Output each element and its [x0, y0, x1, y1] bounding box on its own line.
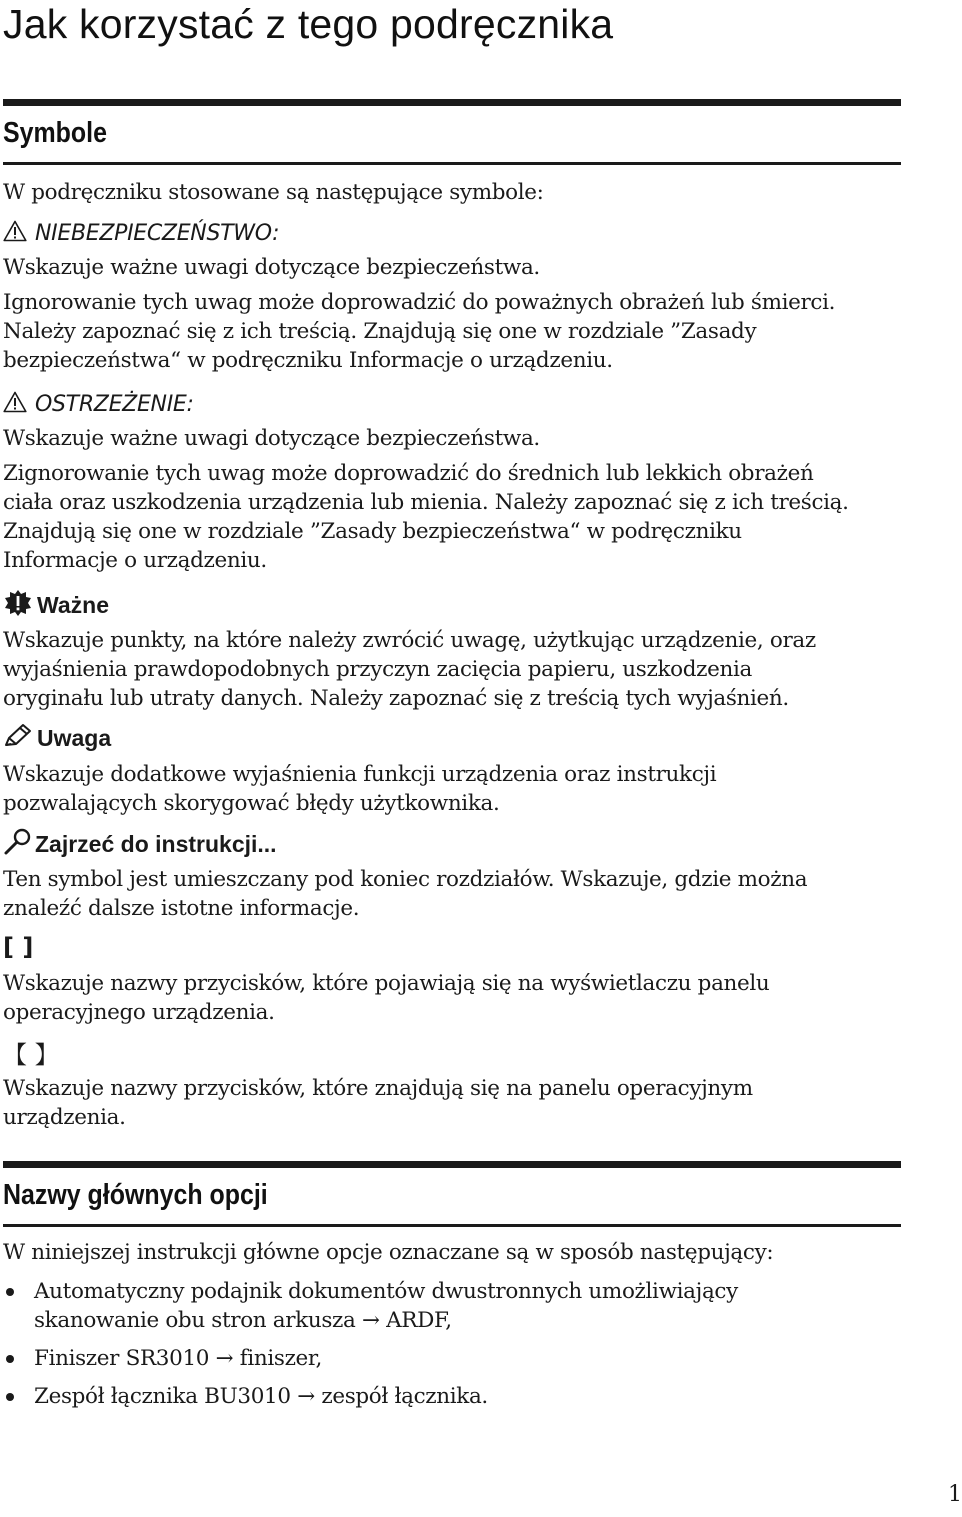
important-line: oryginału lub utraty danych. Należy zapoznać się z treścią tych wyjaśnień. — [3, 686, 789, 711]
lenticular-brackets-heading — [3, 1037, 59, 1067]
danger-line: Należy zapoznać się z ich treścią. Znajdują się one w rozdziale ”Zasady — [3, 319, 757, 344]
caution-line: Informacje o urządzeniu. — [3, 548, 267, 573]
options-intro: W niniejszej instrukcji główne opcje oznaczane są w sposób następujący: — [3, 1240, 774, 1265]
list-item-text — [34, 1344, 903, 1373]
danger-line: Ignorowanie tych uwag może doprowadzić do poważnych obrażeń lub śmierci. — [3, 290, 836, 315]
list-item-line: Automatyczny podajnik dokumentów dwustronnych umożliwiający — [34, 1279, 738, 1304]
list-item-text — [34, 1382, 903, 1411]
section-title-options: Nazwy głównych opcji — [3, 1179, 268, 1211]
important-line: Wskazuje punkty, na które należy zwrócić uwagę, użytkując urządzenie, oraz — [3, 628, 816, 653]
section-bottom-rule — [3, 1224, 901, 1227]
list-item-text — [34, 1277, 903, 1335]
page-title: Jak korzystać z tego podręcznika — [3, 1, 614, 47]
reference-label: Zajrzeć do instrukcji... — [35, 830, 277, 857]
square-brackets-heading — [3, 932, 33, 962]
note-label: Uwaga — [37, 724, 112, 751]
danger-line: Wskazuje ważne uwagi dotyczące bezpieczeństwa. — [3, 255, 540, 280]
magnifier-icon — [3, 828, 33, 860]
pencil-note-icon — [3, 723, 33, 753]
caution-line: ciała oraz uszkodzenia urządzenia lub mienia. Należy zapoznać się z ich treścią. — [3, 490, 849, 515]
caution-label: OSTRZEŻENIE: — [35, 391, 194, 417]
note-description — [3, 760, 903, 818]
bullet-icon — [6, 1288, 14, 1296]
square-brackets-line: operacyjnego urządzenia. — [3, 1000, 275, 1025]
section-top-rule — [3, 99, 901, 106]
warning-triangle-icon — [3, 391, 27, 417]
lenticular-brackets-line: urządzenia. — [3, 1105, 126, 1130]
section-top-rule — [3, 1161, 901, 1168]
symbols-intro: W podręczniku stosowane są następujące symbole: — [3, 180, 544, 205]
note-line: Wskazuje dodatkowe wyjaśnienia funkcji urządzenia oraz instrukcji — [3, 762, 717, 787]
list-item-line: Zespół łącznika BU3010 → zespół łącznika. — [34, 1384, 488, 1409]
caution-heading — [3, 389, 194, 419]
list-item-line: Finiszer SR3010 → finiszer, — [34, 1346, 322, 1371]
reference-description — [3, 865, 903, 923]
list-item — [3, 1344, 903, 1373]
danger-line: bezpieczeństwa“ w podręczniku Informacje o urządzeniu. — [3, 348, 613, 373]
square-brackets-description — [3, 969, 903, 1027]
lenticular-brackets-label: 【 】 — [3, 1040, 59, 1069]
important-line: wyjaśnienia prawdopodobnych przyczyn zacięcia papieru, uszkodzenia — [3, 657, 752, 682]
list-item — [3, 1382, 903, 1411]
section-title-symbols: Symbole — [3, 117, 107, 149]
important-label: Ważne — [37, 591, 109, 618]
note-heading — [3, 723, 111, 753]
note-line: pozwalających skorygować błędy użytkownika. — [3, 791, 500, 816]
danger-label: NIEBEZPIECZEŃSTWO: — [35, 220, 280, 246]
lenticular-brackets-line: Wskazuje nazwy przycisków, które znajdują się na panelu operacyjnym — [3, 1076, 753, 1101]
caution-line: Wskazuje ważne uwagi dotyczące bezpieczeństwa. — [3, 426, 540, 451]
lenticular-brackets-description — [3, 1074, 903, 1132]
square-brackets-line: Wskazuje nazwy przycisków, które pojawiają się na wyświetlaczu panelu — [3, 971, 770, 996]
danger-heading — [3, 218, 279, 248]
caution-line: Znajdują się one w rozdziale ”Zasady bezpieczeństwa“ w podręczniku — [3, 519, 742, 544]
bullet-icon — [6, 1393, 14, 1401]
caution-line: Zignorowanie tych uwag może doprowadzić do średnich lub lekkich obrażeń — [3, 461, 814, 486]
bullet-icon — [6, 1355, 14, 1363]
caution-description — [3, 424, 903, 575]
reference-heading — [3, 829, 277, 859]
section-bottom-rule — [3, 162, 901, 165]
important-heading — [3, 590, 109, 620]
danger-description — [3, 253, 903, 375]
important-description — [3, 626, 903, 713]
square-brackets-label: [ ] — [3, 933, 34, 961]
reference-line: Ten symbol jest umieszczany pod koniec rozdziałów. Wskazuje, gdzie można — [3, 867, 808, 892]
important-burst-icon — [3, 589, 33, 621]
list-item-line: skanowanie obu stron arkusza → ARDF, — [34, 1308, 452, 1333]
reference-line: znaleźć dalsze istotne informacje. — [3, 896, 360, 921]
page-number: 1 — [948, 1482, 962, 1507]
list-item — [3, 1277, 903, 1335]
warning-triangle-icon — [3, 220, 27, 246]
